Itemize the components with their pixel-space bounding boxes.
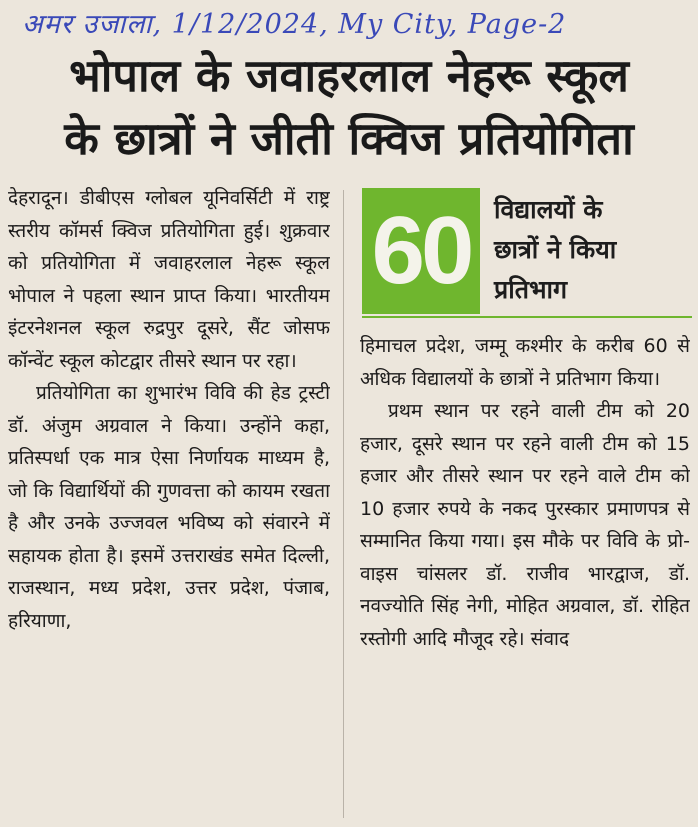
callout-caption-line-3: प्रतिभाग bbox=[494, 275, 568, 304]
callout-underline bbox=[362, 316, 692, 318]
handwritten-date-note: अमर उजाला, 1/12/2024, My City, Page-2 bbox=[22, 9, 567, 40]
column-divider bbox=[343, 190, 344, 818]
article-paragraph-2: प्रतियोगिता का शुभारंभ विवि की हेड ट्रस्टी डॉ. अंजुम अग्रवाल ने किया। उन्होंने कहा, प्रतिस्पर्धा एक मात्र ऐसा निर्णायक माध्यम है, जो कि विद्यार्थियों की गुणवत्ता को कायम रखता है और उनके उज्जवल भविष्य को संवारने में सहायक होता है। इसमें उत्तराखंड समेत दिल्ली, राजस्थान, मध्य प्रदेश, उत्तर प्रदेश, पंजाब, हरियाणा, bbox=[8, 382, 330, 632]
callout-number-box bbox=[362, 188, 480, 314]
article-left-column bbox=[8, 182, 330, 822]
article-paragraph-4: प्रथम स्थान पर रहने वाली टीम को 20 हजार, दूसरे स्थान पर रहने वाली टीम को 15 हजार और तीसरे स्थान पर रहने वाले टीम को 10 हजार रुपये के नकद पुरस्कार प्रमाणपत्र से सम्मानित किया गया। इस मौके पर विवि के प्रो-वाइस चांसलर डॉ. राजीव भारद्वाज, डॉ. नवज्योति सिंह नेगी, मोहित अग्रवाल, डॉ. रोहित रस्तोगी आदि मौजूद रहे। संवाद bbox=[360, 400, 690, 650]
headline-line-1: भोपाल के जवाहरलाल नेहरू स्कूल bbox=[69, 49, 629, 102]
article-paragraph-1: देहरादून। डीबीएस ग्लोबल यूनिवर्सिटी में राष्ट्र स्तरीय कॉमर्स क्विज प्रतियोगिता हुई। शुक्रवार को प्रतियोगिता में जवाहरलाल नेहरू स्कूल भोपाल ने पहला स्थान प्राप्त किया। भारतीयम इंटरनेशनल स्कूल रुद्रपुर दूसरे, सैंट जोसफ कॉन्वेंट स्कूल कोटद्वार तीसरे स्थान पर रहा। bbox=[8, 187, 330, 372]
callout-number: 60 bbox=[371, 197, 471, 304]
callout-caption-line-2: छात्रों ने किया bbox=[494, 235, 617, 264]
headline-line-2: के छात्रों ने जीती क्विज प्रतियोगिता bbox=[64, 112, 634, 165]
callout-caption-line-1: विद्यालयों के bbox=[494, 195, 603, 224]
article-right-column bbox=[360, 330, 690, 822]
article-paragraph-3: हिमाचल प्रदेश, जम्मू कश्मीर के करीब 60 से अधिक विद्यालयों के छात्रों ने प्रतिभाग किया। bbox=[360, 335, 690, 390]
stat-callout bbox=[362, 188, 690, 318]
callout-caption bbox=[494, 190, 690, 310]
